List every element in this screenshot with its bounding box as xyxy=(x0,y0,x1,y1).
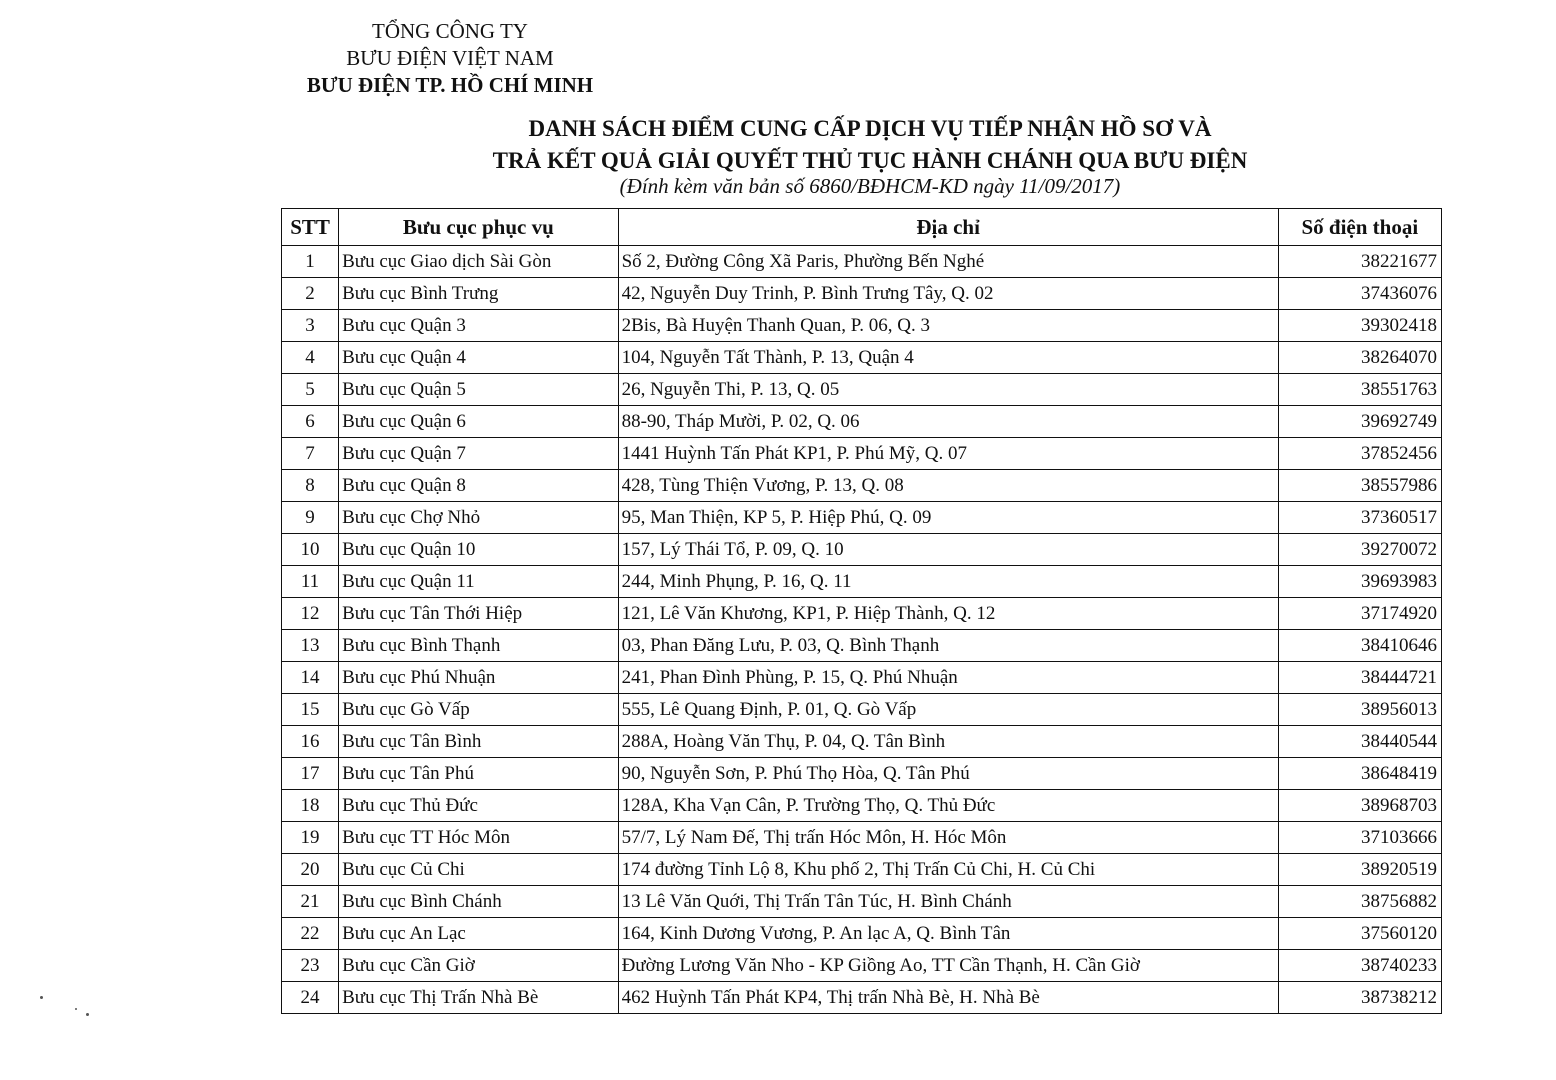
row-stt: 5 xyxy=(282,374,339,406)
row-address: 288A, Hoàng Văn Thụ, P. 04, Q. Tân Bình xyxy=(618,726,1278,758)
row-phone: 38440544 xyxy=(1278,726,1441,758)
row-phone: 38221677 xyxy=(1278,246,1441,278)
row-office: Bưu cục Thị Trấn Nhà Bè xyxy=(339,982,618,1014)
organization-header xyxy=(290,18,610,99)
row-stt: 12 xyxy=(282,598,339,630)
row-office: Bưu cục Quận 3 xyxy=(339,310,618,342)
row-phone: 38264070 xyxy=(1278,342,1441,374)
row-stt: 18 xyxy=(282,790,339,822)
row-office: Bưu cục Bình Thạnh xyxy=(339,630,618,662)
row-stt: 21 xyxy=(282,886,339,918)
row-stt: 22 xyxy=(282,918,339,950)
row-office: Bưu cục Giao dịch Sài Gòn xyxy=(339,246,618,278)
row-phone: 38738212 xyxy=(1278,982,1441,1014)
column-header-office: Bưu cục phục vụ xyxy=(339,209,618,246)
row-stt: 8 xyxy=(282,470,339,502)
table-row xyxy=(282,342,1442,374)
row-address: 26, Nguyễn Thi, P. 13, Q. 05 xyxy=(618,374,1278,406)
org-line-2: BƯU ĐIỆN VIỆT NAM xyxy=(346,46,554,70)
row-office: Bưu cục Quận 11 xyxy=(339,566,618,598)
row-address: 88-90, Tháp Mười, P. 02, Q. 06 xyxy=(618,406,1278,438)
row-address: 42, Nguyễn Duy Trinh, P. Bình Trưng Tây, Q. 02 xyxy=(618,278,1278,310)
table-row xyxy=(282,598,1442,630)
row-stt: 19 xyxy=(282,822,339,854)
org-line-1: TỔNG CÔNG TY xyxy=(372,19,528,43)
row-office: Bưu cục Thủ Đức xyxy=(339,790,618,822)
row-phone: 39302418 xyxy=(1278,310,1441,342)
table-row xyxy=(282,438,1442,470)
row-phone: 37436076 xyxy=(1278,278,1441,310)
row-phone: 39693983 xyxy=(1278,566,1441,598)
row-address: 244, Minh Phụng, P. 16, Q. 11 xyxy=(618,566,1278,598)
row-stt: 1 xyxy=(282,246,339,278)
row-stt: 17 xyxy=(282,758,339,790)
table-row xyxy=(282,790,1442,822)
table-row xyxy=(282,502,1442,534)
table-row xyxy=(282,726,1442,758)
table-row xyxy=(282,566,1442,598)
row-office: Bưu cục Gò Vấp xyxy=(339,694,618,726)
row-office: Bưu cục Tân Thới Hiệp xyxy=(339,598,618,630)
row-phone: 37852456 xyxy=(1278,438,1441,470)
table-body xyxy=(282,246,1442,1014)
row-office: Bưu cục Quận 4 xyxy=(339,342,618,374)
row-phone: 38410646 xyxy=(1278,630,1441,662)
row-office: Bưu cục Chợ Nhỏ xyxy=(339,502,618,534)
row-address: 104, Nguyễn Tất Thành, P. 13, Quận 4 xyxy=(618,342,1278,374)
column-header-phone: Số điện thoại xyxy=(1278,209,1441,246)
row-phone: 38920519 xyxy=(1278,854,1441,886)
row-address: 555, Lê Quang Định, P. 01, Q. Gò Vấp xyxy=(618,694,1278,726)
row-stt: 20 xyxy=(282,854,339,886)
document-title xyxy=(300,113,1440,177)
row-phone: 38756882 xyxy=(1278,886,1441,918)
row-stt: 15 xyxy=(282,694,339,726)
row-stt: 14 xyxy=(282,662,339,694)
row-address: 95, Man Thiện, KP 5, P. Hiệp Phú, Q. 09 xyxy=(618,502,1278,534)
row-phone: 37360517 xyxy=(1278,502,1441,534)
row-office: Bưu cục Phú Nhuận xyxy=(339,662,618,694)
row-phone: 37174920 xyxy=(1278,598,1441,630)
table-row xyxy=(282,758,1442,790)
post-office-table xyxy=(281,208,1442,1014)
table-row xyxy=(282,694,1442,726)
row-address: 90, Nguyễn Sơn, P. Phú Thọ Hòa, Q. Tân Phú xyxy=(618,758,1278,790)
row-office: Bưu cục Tân Phú xyxy=(339,758,618,790)
scan-speck xyxy=(40,996,43,999)
row-phone: 39270072 xyxy=(1278,534,1441,566)
row-stt: 10 xyxy=(282,534,339,566)
row-address: Số 2, Đường Công Xã Paris, Phường Bến Nghé xyxy=(618,246,1278,278)
scan-speck xyxy=(75,1008,77,1010)
row-stt: 11 xyxy=(282,566,339,598)
row-office: Bưu cục Quận 7 xyxy=(339,438,618,470)
table-row xyxy=(282,822,1442,854)
row-office: Bưu cục Tân Bình xyxy=(339,726,618,758)
row-phone: 37103666 xyxy=(1278,822,1441,854)
table-row xyxy=(282,918,1442,950)
row-phone: 38648419 xyxy=(1278,758,1441,790)
table-row xyxy=(282,534,1442,566)
row-address: 03, Phan Đăng Lưu, P. 03, Q. Bình Thạnh xyxy=(618,630,1278,662)
table-row xyxy=(282,310,1442,342)
row-office: Bưu cục Bình Trưng xyxy=(339,278,618,310)
column-header-address: Địa chỉ xyxy=(618,209,1278,246)
row-office: Bưu cục Bình Chánh xyxy=(339,886,618,918)
row-address: 174 đường Tỉnh Lộ 8, Khu phố 2, Thị Trấn Củ Chi, H. Củ Chi xyxy=(618,854,1278,886)
row-office: Bưu cục Quận 6 xyxy=(339,406,618,438)
title-line-2: TRẢ KẾT QUẢ GIẢI QUYẾT THỦ TỤC HÀNH CHÁNH QUA BƯU ĐIỆN xyxy=(492,148,1248,173)
row-address: 164, Kinh Dương Vương, P. An lạc A, Q. Bình Tân xyxy=(618,918,1278,950)
row-office: Bưu cục Củ Chi xyxy=(339,854,618,886)
row-address: 128A, Kha Vạn Cân, P. Trường Thọ, Q. Thủ Đức xyxy=(618,790,1278,822)
row-office: Bưu cục An Lạc xyxy=(339,918,618,950)
row-stt: 7 xyxy=(282,438,339,470)
row-stt: 6 xyxy=(282,406,339,438)
row-stt: 9 xyxy=(282,502,339,534)
row-address: 121, Lê Văn Khương, KP1, P. Hiệp Thành, Q. 12 xyxy=(618,598,1278,630)
table-header-row xyxy=(282,209,1442,246)
row-address: Đường Lương Văn Nho - KP Giồng Ao, TT Cần Thạnh, H. Cần Giờ xyxy=(618,950,1278,982)
table-row xyxy=(282,630,1442,662)
row-stt: 16 xyxy=(282,726,339,758)
row-address: 462 Huỳnh Tấn Phát KP4, Thị trấn Nhà Bè, H. Nhà Bè xyxy=(618,982,1278,1014)
row-stt: 13 xyxy=(282,630,339,662)
row-phone: 38956013 xyxy=(1278,694,1441,726)
row-address: 1441 Huỳnh Tấn Phát KP1, P. Phú Mỹ, Q. 07 xyxy=(618,438,1278,470)
row-address: 157, Lý Thái Tổ, P. 09, Q. 10 xyxy=(618,534,1278,566)
row-phone: 37560120 xyxy=(1278,918,1441,950)
table-row xyxy=(282,406,1442,438)
row-address: 57/7, Lý Nam Đế, Thị trấn Hóc Môn, H. Hóc Môn xyxy=(618,822,1278,854)
row-phone: 38557986 xyxy=(1278,470,1441,502)
row-address: 428, Tùng Thiện Vương, P. 13, Q. 08 xyxy=(618,470,1278,502)
row-phone: 38551763 xyxy=(1278,374,1441,406)
table-row xyxy=(282,374,1442,406)
row-office: Bưu cục Cần Giờ xyxy=(339,950,618,982)
row-phone: 38740233 xyxy=(1278,950,1441,982)
column-header-stt: STT xyxy=(282,209,339,246)
table-row xyxy=(282,470,1442,502)
row-address: 13 Lê Văn Quới, Thị Trấn Tân Túc, H. Bình Chánh xyxy=(618,886,1278,918)
row-stt: 2 xyxy=(282,278,339,310)
table-row xyxy=(282,854,1442,886)
row-office: Bưu cục Quận 5 xyxy=(339,374,618,406)
document-subtitle: (Đính kèm văn bản số 6860/BĐHCM-KD ngày 11/09/2017) xyxy=(619,174,1121,198)
table-row xyxy=(282,886,1442,918)
table-row xyxy=(282,246,1442,278)
row-stt: 23 xyxy=(282,950,339,982)
title-line-1: DANH SÁCH ĐIỂM CUNG CẤP DỊCH VỤ TIẾP NHẬN HỒ SƠ VÀ xyxy=(528,116,1212,141)
row-office: Bưu cục TT Hóc Môn xyxy=(339,822,618,854)
row-stt: 3 xyxy=(282,310,339,342)
table-row xyxy=(282,278,1442,310)
org-line-3: BƯU ĐIỆN TP. HỒ CHÍ MINH xyxy=(306,73,594,97)
row-stt: 4 xyxy=(282,342,339,374)
row-phone: 38968703 xyxy=(1278,790,1441,822)
table-row xyxy=(282,950,1442,982)
table-row xyxy=(282,662,1442,694)
row-address: 2Bis, Bà Huyện Thanh Quan, P. 06, Q. 3 xyxy=(618,310,1278,342)
row-phone: 39692749 xyxy=(1278,406,1441,438)
row-phone: 38444721 xyxy=(1278,662,1441,694)
row-stt: 24 xyxy=(282,982,339,1014)
row-address: 241, Phan Đình Phùng, P. 15, Q. Phú Nhuận xyxy=(618,662,1278,694)
row-office: Bưu cục Quận 8 xyxy=(339,470,618,502)
scan-speck xyxy=(86,1013,89,1016)
row-office: Bưu cục Quận 10 xyxy=(339,534,618,566)
table-row xyxy=(282,982,1442,1014)
